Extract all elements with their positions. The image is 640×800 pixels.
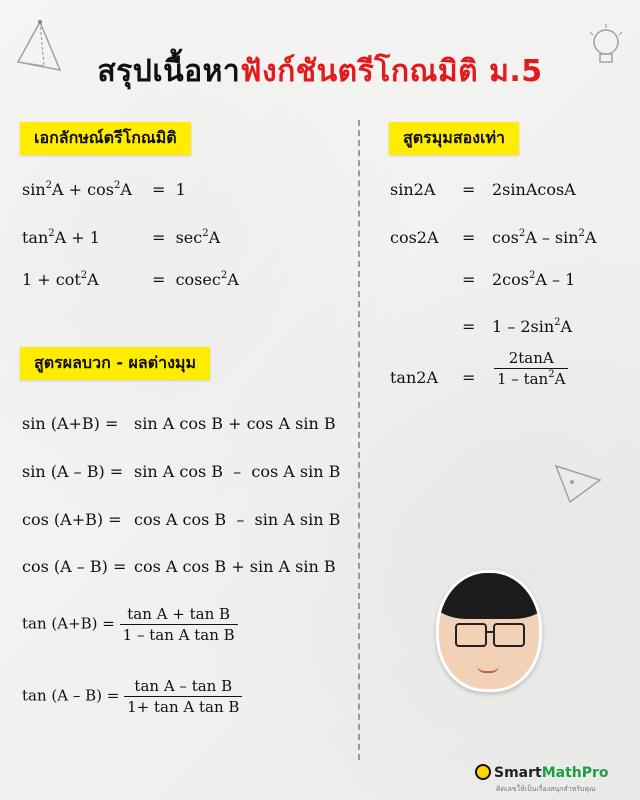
double-row-3-rhs: $2\cos^2A - 1$ bbox=[492, 270, 576, 289]
identity-row-2-rhs: = $\sec^2A$ bbox=[152, 228, 221, 247]
double-tan-eq: = bbox=[462, 368, 476, 387]
identity-row-1-rhs: = 1 bbox=[152, 180, 186, 199]
double-row-4-rhs: $1 - 2\sin^2A$ bbox=[492, 317, 573, 336]
teacher-avatar bbox=[436, 570, 542, 692]
double-tan-fraction: $\frac{2\tan A}{1 - \tan^2A}$ bbox=[494, 348, 568, 389]
sum-diff-row-3: cos (A+B) = cos A cos B – sin A sin B bbox=[22, 510, 341, 529]
identity-row-2: $\tan^2A + 1$ bbox=[22, 228, 100, 247]
identities-label: เอกลักษณ์ตรีโกณมิติ bbox=[20, 122, 191, 155]
title-part2: ฟังก์ชันตรีโกณมิติ ม.5 bbox=[240, 54, 543, 89]
double-tan-lhs: tan2A bbox=[390, 368, 439, 387]
identity-row-3: $1 + \cot^2A$ bbox=[22, 270, 99, 289]
sum-diff-row-4: cos (A – B) = cos A cos B + sin A sin B bbox=[22, 557, 336, 576]
brand-tagline: คิดเลขให้เป็นเรื่องสนุกสำหรับคุณ bbox=[496, 785, 596, 793]
tan-sum-row: tan (A+B) = $\frac{\text{tan A + tan B}}{\text{1 – tan A tan B}}$ bbox=[22, 604, 238, 645]
brand-name: SmartMathPro bbox=[494, 765, 609, 781]
double-row-1-eq: = bbox=[462, 180, 476, 199]
identity-row-1: $\sin^2A + \cos^2A$ bbox=[22, 180, 132, 199]
double-row-2-eq: = bbox=[462, 228, 476, 247]
double-row-1-rhs: 2sinAcosA bbox=[492, 180, 576, 199]
double-row-4-eq: = bbox=[462, 317, 476, 336]
page-title bbox=[0, 48, 640, 95]
title-part1: สรุปเนื้อหา bbox=[97, 54, 241, 89]
tan-diff-row: tan (A – B) = $\frac{\text{tan A – tan B}}{\text{1+ tan A tan B}}$ bbox=[22, 676, 242, 717]
lightbulb-doodle-icon bbox=[582, 22, 632, 72]
sum-diff-row-2: sin (A – B) = sin A cos B – cos A sin B bbox=[22, 462, 341, 481]
identity-row-3-rhs: = cosec$^2$A bbox=[152, 270, 239, 289]
double-angle-label: สูตรมุมสองเท่า bbox=[389, 122, 519, 155]
double-row-1-lhs: sin2A bbox=[390, 180, 436, 199]
smartmathpro-logo-icon bbox=[475, 764, 491, 780]
sum-diff-label: สูตรผลบวก - ผลต่างมุม bbox=[20, 347, 210, 380]
double-row-3-eq: = bbox=[462, 270, 476, 289]
tan-sum-fraction: $\frac{\text{tan A + tan B}}{\text{1 – tan A tan B}}$ bbox=[120, 604, 238, 645]
double-row-2-lhs: cos2A bbox=[390, 228, 439, 247]
column-divider bbox=[358, 120, 360, 760]
sum-diff-row-1: sin (A+B) = sin A cos B + cos A sin B bbox=[22, 414, 336, 433]
pyramid-doodle-icon bbox=[12, 18, 72, 78]
double-row-2-rhs: $\cos^2A - \sin^2A$ bbox=[492, 228, 597, 247]
tan-diff-fraction: $\frac{\text{tan A – tan B}}{\text{1+ tan A tan B}}$ bbox=[124, 676, 242, 717]
triangle-doodle-icon bbox=[550, 458, 610, 508]
